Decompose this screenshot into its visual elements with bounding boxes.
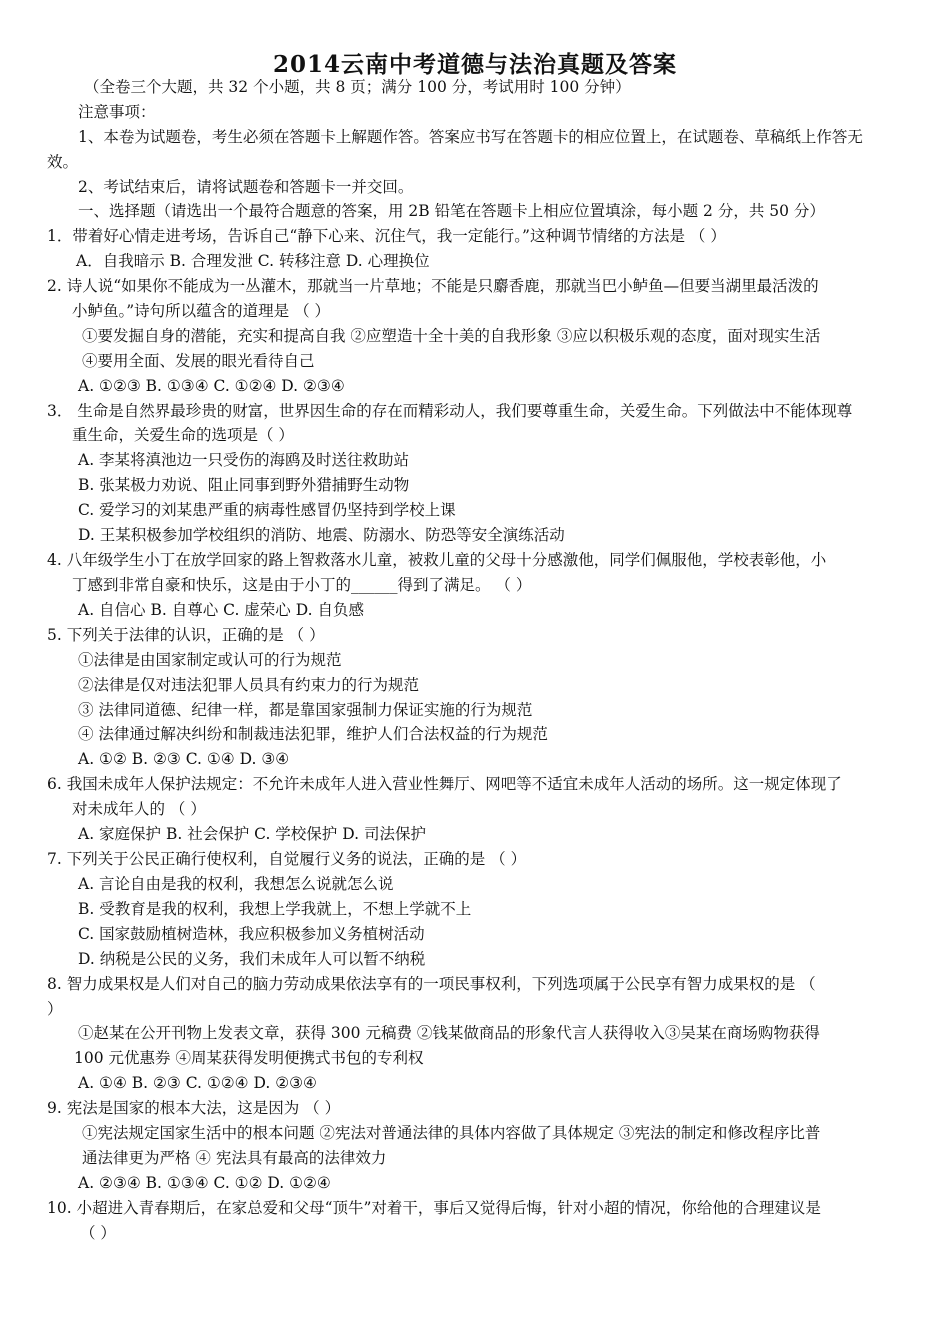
question-items-cont: 100 元优惠券 ④周某获得发明便携式书包的专利权: [74, 1049, 424, 1067]
question-stem: 5. 下列关于法律的认识，正确的是 （ ）: [47, 626, 325, 644]
question-items: ①赵某在公开刊物上发表文章，获得 300 元稿费 ②钱某做商品的形象代言人获得收入③吴某在商场购物获得: [78, 1024, 820, 1042]
question-item: ④ 法律通过解决纠纷和制裁违法犯罪，维护人们合法权益的行为规范: [78, 725, 548, 743]
question-options: A．自我暗示 B. 合理发泄 C. 转移注意 D. 心理换位: [76, 252, 430, 270]
question-stem: 7. 下列关于公民正确行使权利，自觉履行义务的说法，正确的是 （ ）: [47, 850, 527, 868]
question-options: A. ①④ B. ②③ C. ①②④ D. ②③④: [78, 1074, 317, 1092]
section-heading: 一、选择题（请选出一个最符合题意的答案，用 2B 铅笔在答题卡上相应位置填涂，每小题 2 分，共 50 分）: [78, 202, 825, 220]
question-items-cont: 通法律更为严格 ④ 宪法具有最高的法律效力: [82, 1149, 387, 1167]
option-c: C. 爱学习的刘某患严重的病毒性感冒仍坚持到学校上课: [78, 501, 456, 519]
question-stem-cont: 对未成年人的 （ ）: [72, 800, 206, 818]
question-stem: 4. 八年级学生小丁在放学回家的路上智救落水儿童，被救儿童的父母十分感激他，同学们佩服他，学校表彰他，小: [47, 551, 827, 569]
question-stem-cont: 小鲈鱼。”诗句所以蕴含的道理是 （ ）: [72, 302, 331, 320]
notice-2: 2、考试结束后，请将试题卷和答题卡一并交回。: [78, 178, 414, 196]
question-item: ①法律是由国家制定或认可的行为规范: [78, 651, 342, 669]
question-items: ①要发掘自身的潜能，充实和提高自我 ②应塑造十全十美的自我形象 ③应以积极乐观的态度，面对现实生活: [82, 327, 821, 345]
notice-1: 1、本卷为试题卷，考生必须在答题卡上解题作答。答案应书写在答题卡的相应位置上，在试题卷、草稿纸上作答无: [78, 128, 863, 146]
option-d: D. 王某积极参加学校组织的消防、地震、防溺水、防恐等安全演练活动: [78, 526, 565, 544]
option-c: C. 国家鼓励植树造林，我应积极参加义务植树活动: [78, 925, 425, 943]
question-options: A. ②③④ B. ①③④ C. ①② D. ①②④: [78, 1174, 331, 1192]
question-stem-cont: ）: [47, 1000, 63, 1018]
question-stem: 1．带着好心情走进考场，告诉自己“静下心来、沉住气，我一定能行。”这种调节情绪的方法是 （ ）: [47, 227, 726, 245]
question-options: A. ①② B. ②③ C. ①④ D. ③④: [78, 750, 290, 768]
answer-blank: （ ）: [80, 1224, 116, 1242]
option-a: A. 言论自由是我的权利，我想怎么说就怎么说: [78, 875, 394, 893]
question-item: ②法律是仅对违法犯罪人员具有约束力的行为规范: [78, 676, 420, 694]
question-stem: 10. 小超进入青春期后，在家总爱和父母“顶牛”对着干，事后又觉得后悔，针对小超的情况，你给他的合理建议是: [47, 1199, 821, 1217]
option-a: A. 李某将滇池边一只受伤的海鸥及时送往救助站: [78, 451, 410, 469]
question-options: A. 自信心 B. 自尊心 C. 虚荣心 D. 自负感: [78, 601, 364, 619]
option-b: B. 受教育是我的权利，我想上学我就上，不想上学就不上: [78, 900, 472, 918]
question-stem: 9. 宪法是国家的根本大法，这是因为 （ ）: [47, 1099, 341, 1117]
question-stem: 8. 智力成果权是人们对自己的脑力劳动成果依法享有的一项民事权利，下列选项属于公民享有智力成果权的是 （: [47, 975, 816, 993]
document-title: 2014云南中考道德与法治真题及答案: [272, 51, 677, 78]
question-item: ③ 法律同道德、纪律一样，都是靠国家强制力保证实施的行为规范: [78, 701, 533, 719]
notice-heading: 注意事项：: [78, 103, 156, 121]
question-stem-cont: 重生命，关爱生命的选项是（ ）: [72, 426, 294, 444]
question-stem: 3． 生命是自然界最珍贵的财富，世界因生命的存在而精彩动人，我们要尊重生命，关爱生命。下列做法中不能体现尊: [47, 402, 853, 420]
notice-1-cont: 效。: [47, 153, 79, 171]
question-stem: 2. 诗人说“如果你不能成为一丛灌木，那就当一片草地；不能是只麝香鹿，那就当巴小鲈鱼—但要当湖里最活泼的: [47, 277, 819, 295]
option-d: D. 纳税是公民的义务，我们未成年人可以暂不纳税: [78, 950, 426, 968]
question-items: ①宪法规定国家生活中的根本问题 ②宪法对普通法律的具体内容做了具体规定 ③宪法的制定和修改程序比普: [82, 1124, 821, 1142]
option-b: B. 张某极力劝说、阻止同事到野外猎捕野生动物: [78, 476, 410, 494]
question-items-cont: ④要用全面、发展的眼光看待自己: [82, 352, 315, 370]
exam-info: （全卷三个大题，共 32 个小题，共 8 页；满分 100 分，考试用时 100 分钟）: [84, 78, 631, 96]
question-stem: 6. 我国未成年人保护法规定：不允许未成年人进入营业性舞厅、网吧等不适宜未成年人活动的场所。这一规定体现了: [47, 775, 842, 793]
question-stem-cont: 丁感到非常自豪和快乐，这是由于小丁的______得到了满足。 （ ）: [72, 576, 532, 594]
question-options: A. 家庭保护 B. 社会保护 C. 学校保护 D. 司法保护: [78, 825, 426, 843]
question-options: A. ①②③ B. ①③④ C. ①②④ D. ②③④: [78, 377, 345, 395]
